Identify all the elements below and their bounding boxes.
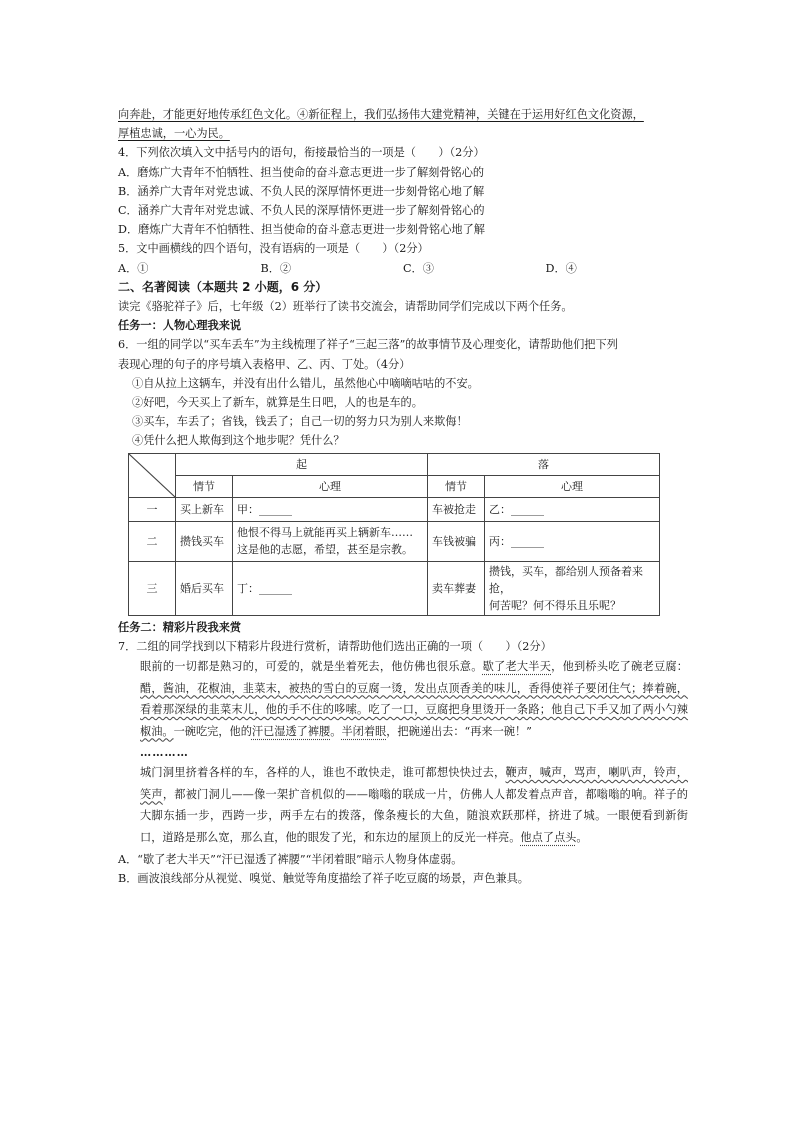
plot-cell: 车钱被骗: [428, 521, 485, 561]
plot-table: [128, 453, 660, 616]
q4-option-d: D．磨炼广大青年不怕牺牲、担当使命的奋斗意志更进一步刻骨铭心地了解: [118, 223, 485, 237]
q4-stem: 4．下列依次填入文中括号内的语句，衔接最恰当的一项是（ ）（2分）: [118, 146, 485, 160]
passage-text: 城门洞里挤着各样的车，各样的人，谁也不敢快走，谁可都想快快过去，: [140, 766, 506, 780]
plot-cell: 攒钱买车: [176, 521, 233, 561]
passage-paragraph-1: [118, 656, 688, 742]
header-mind-2: 心理: [485, 475, 660, 497]
mind-text: 攒钱，买车，都给别人预备着来抢，: [489, 564, 643, 595]
q5-option-a: A．①: [118, 261, 149, 275]
mind-cell-ding: 丁：______: [233, 561, 428, 615]
q6-item-4: ④凭什么把人欺侮到这个地步呢？凭什么？: [132, 434, 345, 448]
row-number: 二: [129, 521, 176, 561]
mind-text: 他恨不得马上就能再买上辆新车……: [237, 526, 413, 540]
underlined-sentence-4-end: 厚植忠诚，一心为民。: [118, 127, 230, 141]
dotted-phrase: 歇了老大半天: [482, 660, 552, 674]
q4-option-c: C．涵养广大青年对党忠诚、不负人民的深厚情怀更进一步了解刻骨铭心的: [118, 204, 485, 218]
plot-cell: 卖车葬妻: [428, 561, 485, 615]
q5-options: [118, 259, 688, 278]
mind-cell-bing: 丙：______: [485, 521, 660, 561]
passage-ellipsis: …………: [140, 745, 189, 760]
header-mind-1: 心理: [233, 475, 428, 497]
exam-page: [118, 105, 688, 888]
wavy-passage: 醋，酱油，花椒油，韭菜末，被热的雪白的豆腐一烫，发出点顶香美的味儿，香得使祥子要闭住气；捧着碗，看着那深绿的韭菜末儿，他的手不住的哆嗦。吃了一口，豆腐把身里烫开一条路；他自己下手又加了两小勺辣椒油。: [140, 681, 688, 738]
underlined-sentence-3: 向奔赴，才能更好地传承红色文化。: [118, 108, 298, 121]
dotted-phrase: 他点了点头: [520, 830, 577, 844]
q6-item-3: ③买车，车丢了；省钱，钱丢了；自己一切的努力只为别人来欺侮！: [132, 415, 468, 429]
header-plot-1: 情节: [176, 475, 233, 497]
plot-cell: 车被抢走: [428, 497, 485, 521]
mind-cell-yi: 乙：______: [485, 497, 660, 521]
q5-option-c: C．③: [403, 261, 434, 275]
intro-line-1: [118, 105, 688, 124]
underlined-sentence-4: ④新征程上，我们弘扬伟大建党精神，关键在于运用好红色文化资源，: [297, 108, 644, 121]
row-number: 一: [129, 497, 176, 521]
mind-cell: [485, 561, 660, 615]
table-row: [129, 497, 660, 521]
q5-option-d: D．④: [545, 261, 577, 275]
passage-text: 。: [576, 830, 588, 844]
q4-option-a: A．磨炼广大青年不怕牺牲、担当使命的奋斗意志更进一步了解刻骨铭心的: [118, 165, 485, 179]
q5-option-b: B．②: [260, 261, 292, 275]
header-qi: 起: [176, 453, 428, 475]
table-corner: [129, 453, 176, 497]
mind-cell-jia: 甲：______: [233, 497, 428, 521]
q6-item-2: ②好吧，今天买上了新车，就算是生日吧，人的也是车的。: [132, 396, 423, 410]
passage-text: ，把碗递出去：“再来一碗！”: [386, 724, 532, 738]
q6-item-1: ①自从拉上这辆车，并没有出什么错儿，虽然他心中嘀嘀咕咕的不安。: [132, 376, 479, 390]
dotted-phrase: 半闭着眼: [341, 724, 387, 738]
wavy-passage: 鞭声，喊声，骂声，喇叭声，铃声，笑声: [140, 766, 688, 801]
row-number: 三: [129, 561, 176, 615]
mind-cell: [233, 521, 428, 561]
q6-stem-2: 表现心理的句子的序号填入表格甲、乙、丙、丁处。（4分）: [118, 357, 411, 371]
passage-text: 眼前的一切都是熟习的，可爱的，就是坐着死去，他仿佛也很乐意。: [140, 660, 483, 674]
section-2-intro: 读完《骆驼祥子》后，七年级（2）班举行了读书交流会，请帮助同学们完成以下两个任务。: [118, 300, 573, 314]
task-2-title: 任务二：精彩片段我来赏: [118, 620, 242, 634]
mind-text: 何苦呢？何不得乐且乐呢？: [489, 598, 621, 612]
task-1-title: 任务一：人物心理我来说: [118, 319, 242, 333]
section-2-title: 二、名著阅读（本题共 2 小题，6 分）: [118, 279, 328, 294]
passage-text: ，他到桥头吃了碗老豆腐：: [551, 660, 688, 674]
intro-line-2: [118, 124, 688, 143]
table-row: [129, 521, 660, 561]
diagonal-line: [129, 454, 175, 497]
q4-option-b: B．涵养广大青年对党忠诚、不负人民的深厚情怀更进一步刻骨铭心地了解: [118, 184, 485, 198]
q7-option-a: A．“歇了老大半天”“汗已湿透了裤腰”“半闭着眼”暗示人物身体虚弱。: [118, 853, 463, 867]
passage-text: ，都被门洞儿——像一架扩音机似的——嗡嗡的联成一片，仿佛人人都发着点声音，都嗡嗡的响。祥子的大脚东插一步，西跨一步，两手左右的拨落，像条瘦长的大鱼，随浪欢跃那样，挤进了城。一眼便看到新街口，道路是那么宽，那么直，他的眼发了光，和东边的屋顶上的反光一样亮。: [140, 787, 688, 844]
passage-text: 。: [330, 724, 342, 738]
dotted-phrase: 汗已湿透了裤腰: [251, 724, 331, 738]
plot-cell: 买上新车: [176, 497, 233, 521]
q7-stem: 7．二组的同学找到以下精彩片段进行赏析，请帮助他们选出正确的一项（ ）（2分）: [118, 639, 552, 653]
header-plot-2: 情节: [428, 475, 485, 497]
q7-option-b: B．画波浪线部分从视觉、嗅觉、触觉等角度描绘了祥子吃豆腐的场景，声色兼具。: [118, 872, 529, 886]
passage-text: 一碗吃完，他的: [173, 724, 252, 738]
header-luo: 落: [428, 453, 660, 475]
q5-stem: 5．文中画横线的四个语句，没有语病的一项是（ ）（2分）: [118, 242, 429, 256]
q6-stem-1: 6．一组的同学以“买车丢车”为主线梳理了祥子“三起三落”的故事情节及心理变化，请帮助他们把下列: [118, 338, 618, 352]
passage-paragraph-2: [118, 762, 688, 848]
table-row: [129, 561, 660, 615]
plot-cell: 婚后买车: [176, 561, 233, 615]
mind-text: 这是他的志愿，希望，甚至是宗教。: [237, 543, 413, 557]
